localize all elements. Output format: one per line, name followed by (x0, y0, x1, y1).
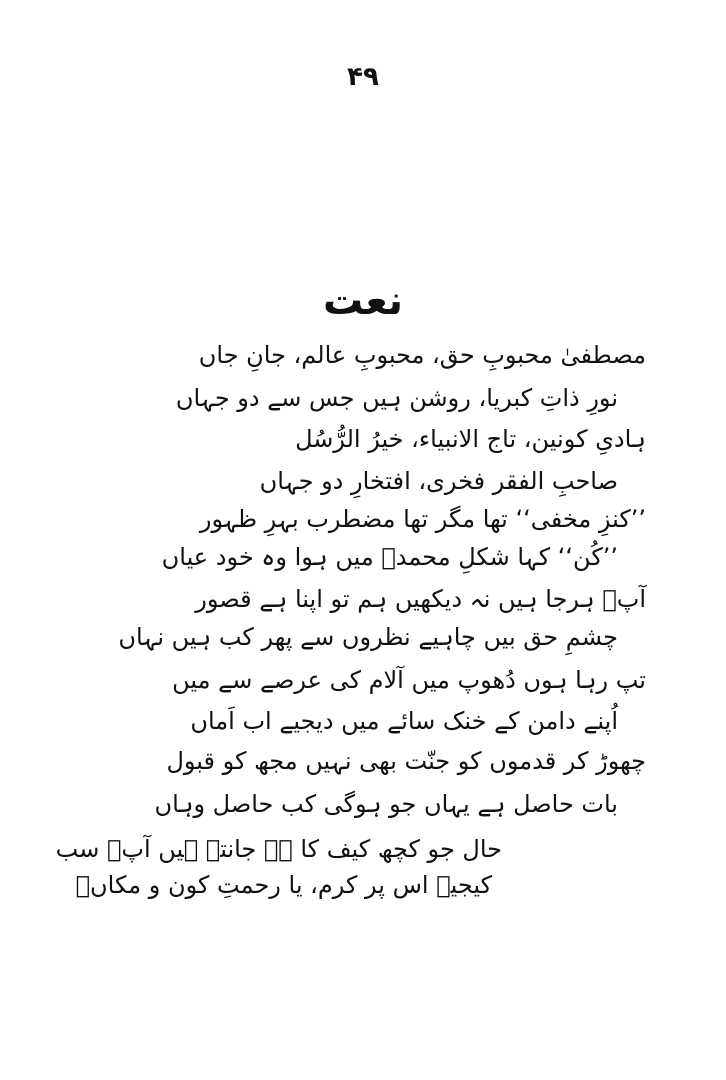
verse-line: بات حاصل ہے یہاں جو ہوگی کب حاصل وہاں (154, 790, 618, 818)
verse-line: چھوڑ کر قدموں کو جنّت بھی نہیں مجھ کو قبول (166, 747, 646, 775)
verse-line: مصطفیٰ محبوبِ حق، محبوبِ عالم، جانِ جاں (198, 341, 646, 369)
verse-line: ہادیِ کونین، تاج الانبیاء، خیرُ الرُّسُل (295, 425, 646, 453)
verse-line: صاحبِ الفقر فخری، افتخارِ دو جہاں (259, 467, 618, 495)
verse-line: تپ رہا ہوں دُھوپ میں آلام کی عرصے سے میں (172, 666, 646, 694)
verse-line: حال جو کچھ کیف کا ہے جانتے ہیں آپؐ سب (55, 835, 502, 863)
verse-line: کیجیے اس پر کرم، یا رحمتِ کون و مکاںؐ (75, 871, 492, 899)
verse-line: ’’کنزِ مخفی‘‘ تھا مگر تھا مضطرب بہرِ ظہور (199, 505, 646, 533)
verse-line: ’’کُن‘‘ کہا شکلِ محمدؐ میں ہوا وہ خود عیاں (161, 543, 618, 571)
verse-line: نورِ ذاتِ کبریا، روشن ہیں جس سے دو جہاں (175, 384, 618, 412)
poem-title: نعت (323, 278, 403, 324)
verse-line: چشمِ حق بیں چاہیے نظروں سے پھر کب ہیں نہاں (118, 623, 618, 651)
verse-line: اُپنے دامن کے خنک سائے میں دیجیے اب اَماں (190, 707, 618, 735)
verse-line: آپؐ ہرجا ہیں نہ دیکھیں ہم تو اپنا ہے قصور (195, 585, 646, 613)
page-number: ۴۹ (347, 62, 379, 92)
